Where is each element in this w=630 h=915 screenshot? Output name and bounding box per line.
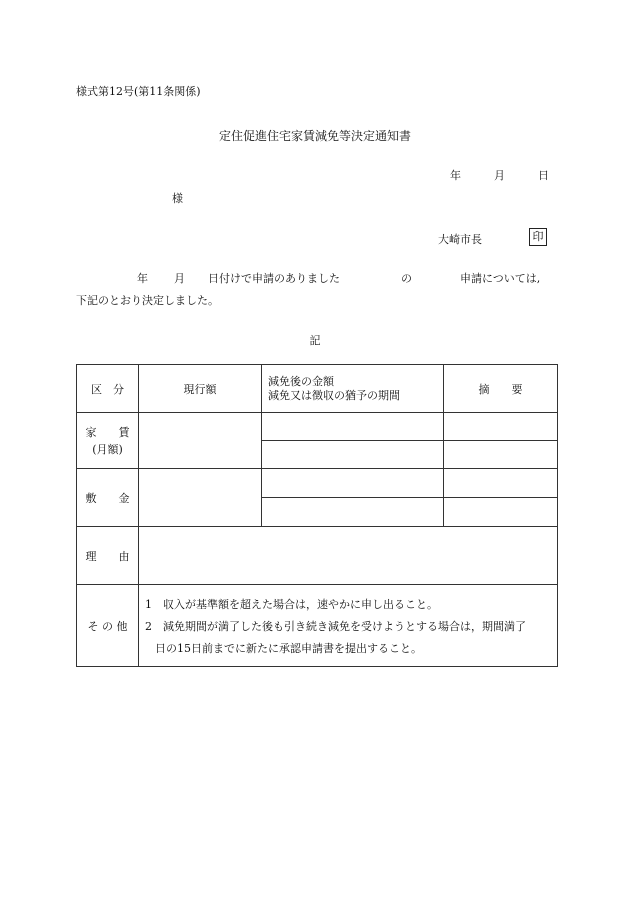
- body-no: の: [401, 272, 412, 285]
- other-label: そ の 他: [77, 585, 139, 667]
- body-date-text: 日付けで申請のありました: [208, 272, 340, 285]
- reason-label: 理 由: [77, 527, 139, 585]
- date-day: 日: [538, 169, 549, 182]
- rent-current-cell[interactable]: [139, 413, 262, 469]
- body-year: 年: [137, 272, 148, 285]
- rent-label: [77, 413, 139, 469]
- rent-label-line-2: (月額): [92, 442, 123, 456]
- deposit-label: 敷 金: [77, 469, 139, 527]
- rent-reduced-cell-2[interactable]: [262, 441, 444, 469]
- form-number: 様式第12号(第11条関係): [76, 85, 201, 98]
- table-header-row: [77, 365, 558, 413]
- deposit-remarks-cell-1[interactable]: [444, 469, 558, 498]
- rent-remarks-cell-2[interactable]: [444, 441, 558, 469]
- header-reduced: [262, 365, 444, 413]
- table-row: [77, 585, 558, 667]
- reason-cell[interactable]: [139, 527, 558, 585]
- addressee-suffix: 様: [172, 192, 183, 205]
- header-reduced-line-2: 減免又は徴収の猶予の期間: [268, 388, 400, 402]
- table-row: [77, 413, 558, 441]
- rent-remarks-cell-1[interactable]: [444, 413, 558, 441]
- date-month: 月: [494, 169, 505, 182]
- header-current-amount: 現行額: [139, 365, 262, 413]
- table-row: [77, 469, 558, 498]
- header-remarks: 摘 要: [444, 365, 558, 413]
- note-1: 1 収入が基準額を超えた場合は，速やかに申し出ること。: [145, 597, 438, 611]
- body-line-1: [76, 270, 551, 284]
- ki-heading: 記: [309, 334, 321, 347]
- table-row: [77, 527, 558, 585]
- deposit-reduced-cell-1[interactable]: [262, 469, 444, 498]
- other-notes: [139, 585, 558, 667]
- date-line: [450, 167, 549, 183]
- rent-label-line-1: 家 賃: [85, 425, 130, 439]
- decision-table: [76, 364, 558, 667]
- document-title: 定住促進住宅家賃減免等決定通知書: [218, 129, 411, 143]
- date-year: 年: [450, 169, 461, 182]
- issuer-name: 大崎市長: [438, 233, 482, 246]
- body-line-2: 下記のとおり決定しました。: [76, 294, 219, 307]
- header-reduced-line-1: 減免後の金額: [268, 374, 334, 388]
- note-2-continued: 日の15日前までに新たに承認申請書を提出すること。: [155, 641, 422, 655]
- seal-mark: 印: [529, 228, 547, 246]
- rent-reduced-cell-1[interactable]: [262, 413, 444, 441]
- body-month: 月: [174, 272, 185, 285]
- note-2: 2 減免期間が満了した後も引き続き減免を受けようとする場合は，期間満了: [145, 619, 526, 633]
- header-category: 区 分: [77, 365, 139, 413]
- deposit-reduced-cell-2[interactable]: [262, 498, 444, 527]
- deposit-current-cell[interactable]: [139, 469, 262, 527]
- body-request-text: 申請については,: [460, 272, 541, 285]
- deposit-remarks-cell-2[interactable]: [444, 498, 558, 527]
